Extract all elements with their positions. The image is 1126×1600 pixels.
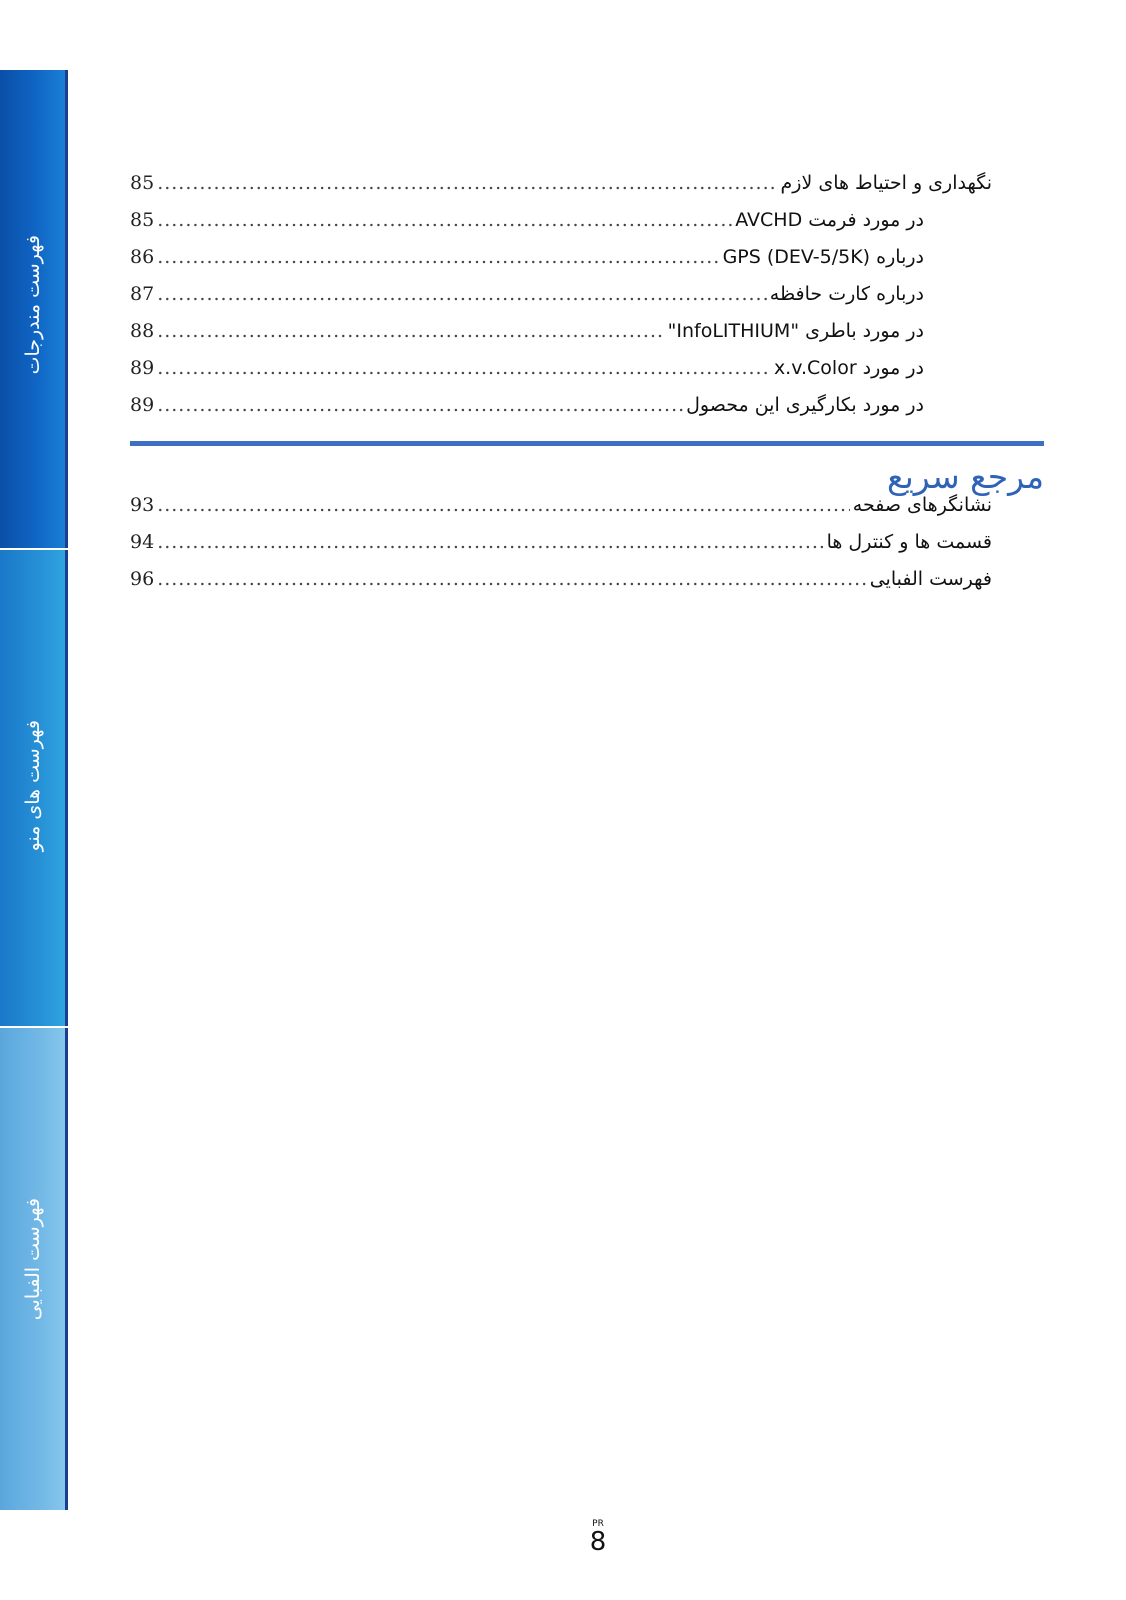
toc-page-number: 87 — [130, 283, 155, 305]
toc-entry-title: در مورد باطری "InfoLITHIUM" — [667, 320, 924, 342]
toc-entry[interactable] — [130, 568, 992, 605]
page-number: 8 — [589, 1527, 607, 1557]
toc-page-number: 86 — [130, 246, 155, 268]
toc-leader-dots — [157, 320, 664, 342]
toc-leader-dots — [157, 209, 732, 231]
toc-entry[interactable] — [130, 209, 992, 246]
section-divider — [130, 441, 1044, 446]
tab-menu-lists[interactable] — [0, 550, 68, 1026]
tab-label: فهرست الفبایی — [21, 1198, 44, 1321]
toc-page-number: 85 — [130, 209, 155, 231]
toc-page-number: 93 — [130, 494, 155, 516]
toc-leader-dots — [157, 172, 777, 194]
page-footer — [578, 1520, 618, 1555]
toc-entry[interactable] — [130, 283, 992, 320]
toc-entry-title: فهرست الفبایی — [869, 568, 992, 590]
toc-entry-title: نگهداری و احتیاط های لازم — [780, 172, 992, 194]
toc-leader-dots — [157, 283, 767, 305]
toc-entry-title: در مورد x.v.Color — [773, 357, 924, 379]
toc-page-number: 96 — [130, 568, 155, 590]
toc-entry[interactable] — [130, 531, 992, 568]
tab-table-of-contents[interactable] — [0, 70, 68, 548]
toc-list-top — [130, 172, 992, 431]
toc-page-number: 94 — [130, 531, 155, 553]
tab-alphabetical-index[interactable] — [0, 1028, 68, 1510]
toc-entry[interactable] — [130, 394, 992, 431]
toc-leader-dots — [157, 357, 771, 379]
toc-entry-title: در مورد بکارگیری این محصول — [686, 394, 924, 416]
toc-entry-title: درباره کارت حافظه — [769, 283, 924, 305]
toc-entry-title: درباره GPS (DEV-5/5K) — [722, 246, 924, 268]
toc-leader-dots — [157, 568, 867, 590]
toc-entry[interactable] — [130, 172, 992, 209]
toc-list-bottom — [130, 494, 992, 605]
toc-page-number: 88 — [130, 320, 155, 342]
tab-label: فهرست های منو — [21, 720, 44, 852]
toc-entry[interactable] — [130, 320, 992, 357]
toc-entry-title: نشانگرهای صفحه — [852, 494, 992, 516]
section-heading: مرجع سریع — [887, 457, 1044, 496]
tab-label: فهرست مندرجات — [21, 235, 44, 375]
toc-page-number: 89 — [130, 394, 155, 416]
toc-entry-title: در مورد فرمت AVCHD — [735, 209, 924, 231]
language-code: PR — [592, 1519, 604, 1529]
toc-leader-dots — [157, 246, 719, 268]
toc-leader-dots — [157, 531, 823, 553]
toc-entry[interactable] — [130, 246, 992, 283]
toc-entry[interactable] — [130, 357, 992, 394]
toc-leader-dots — [157, 494, 850, 516]
toc-page-number: 85 — [130, 172, 155, 194]
toc-leader-dots — [157, 394, 683, 416]
toc-entry-title: قسمت ها و کنترل ها — [826, 531, 992, 553]
toc-page-number: 89 — [130, 357, 155, 379]
toc-entry[interactable] — [130, 494, 992, 531]
